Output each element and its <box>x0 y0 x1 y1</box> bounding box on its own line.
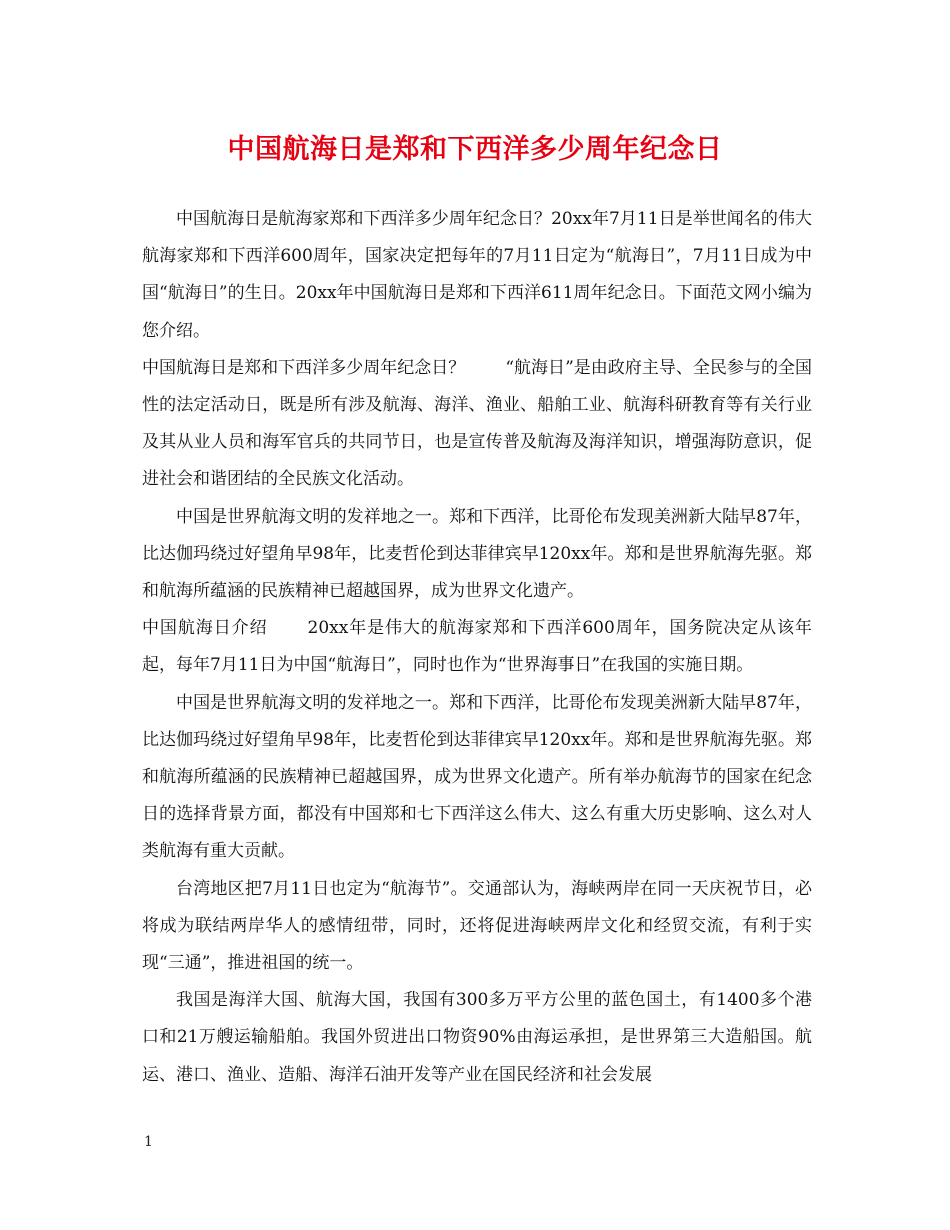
paragraph-2-text: “航海日”是由政府主导、全民参与的全国性的法定活动日，既是所有涉及航海、海洋、渔业、船舶工业、航海科研教育等有关行业及其从业人员和海军官兵的共同节日，也是宣传普及航海及海洋知识，增强海防意识，促进社会和谐团结的全民族文化活动。 <box>142 357 812 490</box>
paragraph-6: 台湾地区把7月11日也定为“航海节”。交通部认为，海峡两岸在同一天庆祝节日，必将成为联结两岸华人的感情纽带，同时，还将促进海峡两岸文化和经贸交流，有利于实现“三通”，推进祖国的统一。 <box>142 878 812 974</box>
paragraph-2-heading: 中国航海日是郑和下西洋多少周年纪念日？ <box>142 357 466 378</box>
paragraph-3: 中国是世界航海文明的发祥地之一。郑和下西洋，比哥伦布发现美洲新大陆早87年，比达伽玛绕过好望角早98年，比麦哲伦到达菲律宾早120xx年。郑和是世界航海先驱。郑和航海所蕴涵的民族精神已超越国界，成为世界文化遗产。 <box>142 506 812 602</box>
paragraph-4 <box>142 610 812 684</box>
paragraph-4-heading: 中国航海日介绍 <box>142 618 268 639</box>
page-number: 1 <box>144 1134 153 1150</box>
paragraph-1: 中国航海日是航海家郑和下西洋多少周年纪念日？20xx年7月11日是举世闻名的伟大航海家郑和下西洋600周年，国家决定把每年的7月11日定为“航海日”，7月11日成为中国“航海日”的生日。20xx年中国航海日是郑和下西洋611周年纪念日。下面范文网小编为您介绍。 <box>142 209 812 341</box>
paragraph-5: 中国是世界航海文明的发祥地之一。郑和下西洋，比哥伦布发现美洲新大陆早87年，比达伽玛绕过好望角早98年，比麦哲伦到达菲律宾早120xx年。郑和是世界航海先驱。郑和航海所蕴涵的民族精神已超越国界，成为世界文化遗产。所有举办航海节的国家在纪念日的选择背景方面，都没有中国郑和七下西洋这么伟大、这么有重大历史影响、这么对人类航海有重大贡献。 <box>142 692 812 862</box>
document-body <box>142 201 812 1094</box>
paragraph-4-text: 20xx年是伟大的航海家郑和下西洋600周年，国务院决定从该年起，每年7月11日为中国“航海日”，同时也作为“世界海事日”在我国的实施日期。 <box>142 618 812 676</box>
paragraph-7: 我国是海洋大国、航海大国，我国有300多万平方公里的蓝色国土，有1400多个港口和21万艘运输船舶。我国外贸进出口物资90%由海运承担，是世界第三大造船国。航运、港口、渔业、造船、海洋石油开发等产业在国民经济和社会发展 <box>142 990 812 1085</box>
document-title: 中国航海日是郑和下西洋多少周年纪念日 <box>227 134 723 165</box>
paragraph-2 <box>142 350 812 499</box>
